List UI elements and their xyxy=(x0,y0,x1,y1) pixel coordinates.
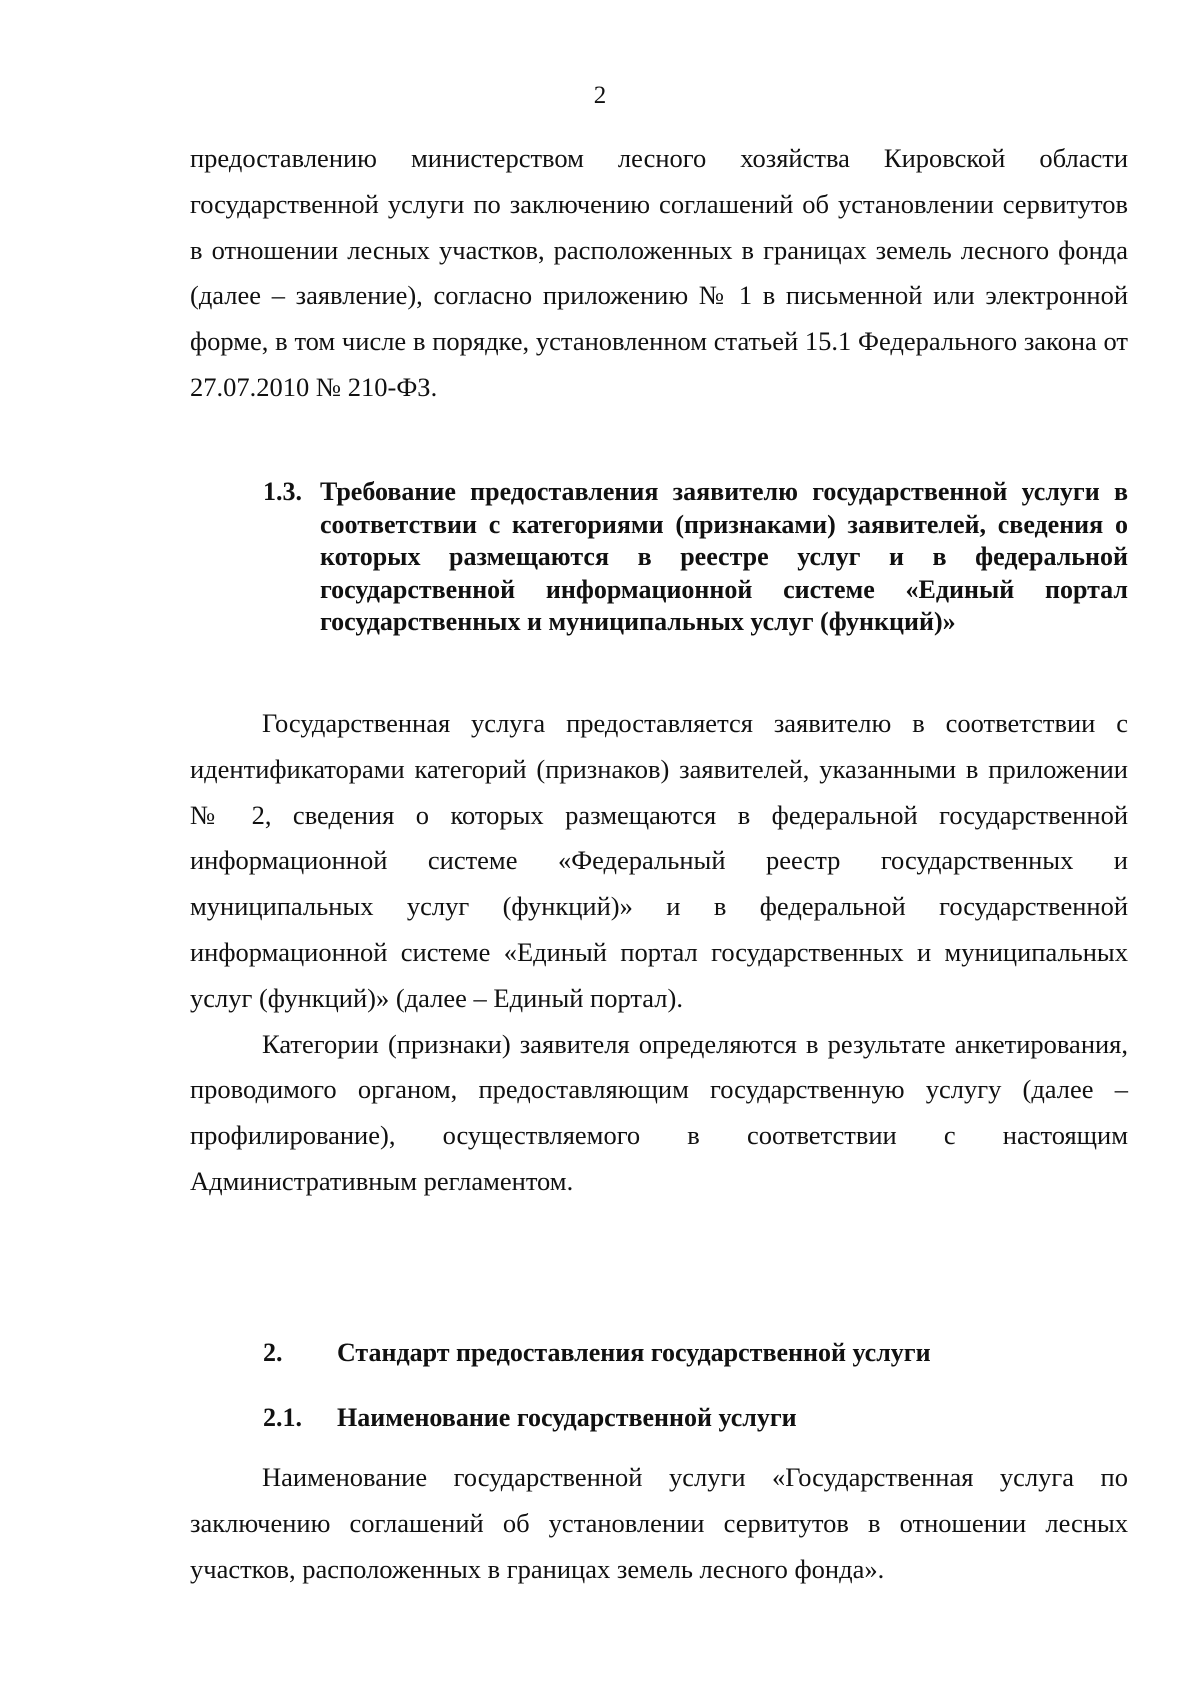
section-2-number: 2. xyxy=(263,1338,283,1367)
section-1-3-paragraph-1: Государственная услуга предоставляется заявителю в соответствии с идентификаторами категорий (признаков) заявителей, указанными в приложении № 2, сведения о которых размещаются в федеральной государственной информационной системе «Федеральный реестр государственных и муниципальных услуг (функций)» и в федеральной государственной информационной системе «Единый портал государственных и муниципальных услуг (функций)» (далее – Единый портал). xyxy=(190,708,1128,1013)
section-2-1-number: 2.1. xyxy=(263,1403,302,1432)
section-2-1-title: Наименование государственной услуги xyxy=(337,1403,797,1432)
section-2-1-body xyxy=(190,1455,1128,1592)
section-1-3-body xyxy=(190,701,1128,1205)
section-1-3-title: Требование предоставления заявителю государственной услуги в соответствии с категориями (признаками) заявителей, сведения о которых размещаются в реестре услуг и в федеральной государственной информационной системе «Единый портал государственных и муниципальных услуг (функций)» xyxy=(320,477,1128,636)
continuation-paragraph-block xyxy=(190,136,1128,411)
section-2-title: Стандарт предоставления государственной услуги xyxy=(337,1338,931,1367)
section-1-3-number: 1.3. xyxy=(263,477,302,506)
section-2-1-paragraph: Наименование государственной услуги «Государственная услуга по заключению соглашений об установлении сервитутов в отношении лесных участков, расположенных в границах земель лесного фонда». xyxy=(190,1462,1128,1584)
continuation-paragraph: предоставлению министерством лесного хозяйства Кировской области государственной услуги по заключению соглашений об установлении сервитутов в отношении лесных участков, расположенных в границах земель лесного фонда (далее – заявление), согласно приложению № 1 в письменной или электронной форме, в том числе в порядке, установленном статьей 15.1 Федерального закона от 27.07.2010 № 210-ФЗ. xyxy=(190,143,1128,402)
section-1-3-paragraph-2: Категории (признаки) заявителя определяются в результате анкетирования, проводимого органом, предоставляющим государственную услугу (далее – профилирование), осуществляемого в соответствии с настоящим Административным регламентом. xyxy=(190,1028,1128,1196)
section-1-3-heading xyxy=(263,476,1128,639)
section-2-1-heading xyxy=(263,1403,797,1433)
page-number: 2 xyxy=(593,82,607,109)
section-2-heading xyxy=(263,1338,931,1368)
